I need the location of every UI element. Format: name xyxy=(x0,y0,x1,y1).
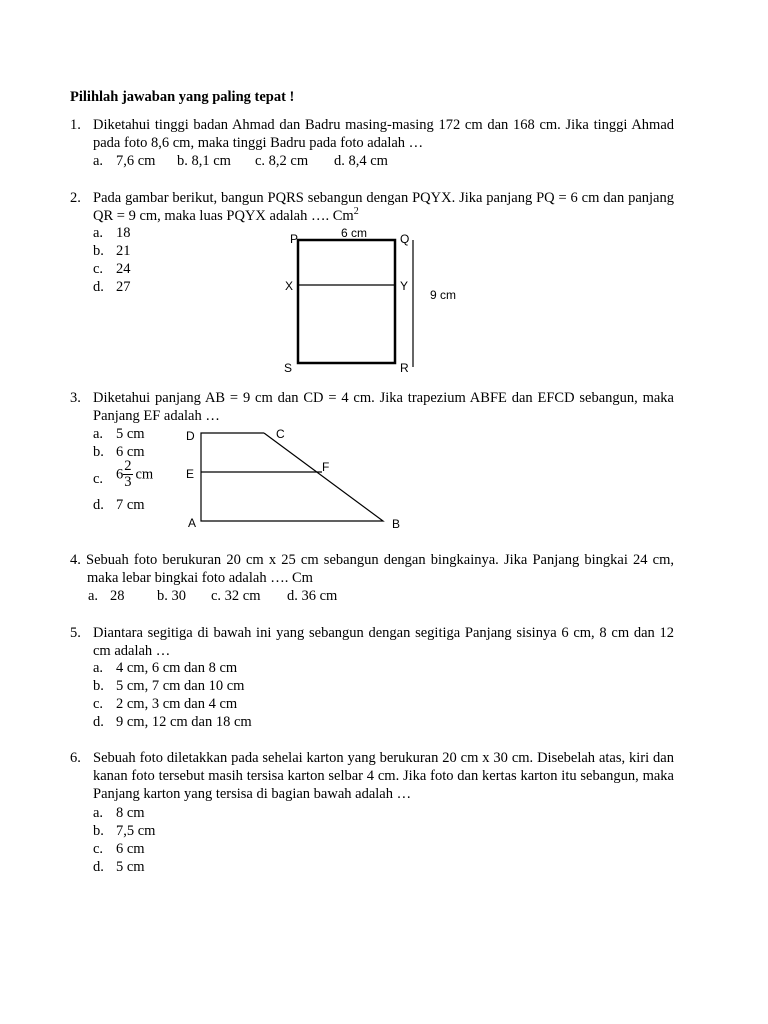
label-6cm: 6 cm xyxy=(341,226,368,240)
question-text-body: Sebuah foto berukuran 20 cm x 25 cm sebangun dengan bingkainya. Jika Panjang bingkai 24 cm, maka lebar bingkai foto adalah …. Cm xyxy=(86,552,674,586)
option-b: b. 8,1 cm xyxy=(177,153,231,169)
question-text: Diantara segitiga di bawah ini yang sebangun dengan segitiga Panjang sisinya 6 cm, 8 cm dan 12 cm adalah … xyxy=(93,625,674,659)
question-text xyxy=(70,551,674,587)
option-b: b. 30 xyxy=(157,588,186,604)
question-number: 4. xyxy=(70,552,81,568)
label-a: A xyxy=(188,516,197,530)
option-a-letter: a. xyxy=(93,805,104,821)
option-d-letter: d. xyxy=(93,714,104,730)
option-c-text: 24 xyxy=(116,261,131,277)
label-9cm: 9 cm xyxy=(430,288,457,302)
option-a-letter: a. xyxy=(93,153,104,169)
option-a-text: 7,6 cm xyxy=(116,153,156,169)
question-text: Diketahui panjang AB = 9 cm dan CD = 4 cm. Jika trapezium ABFE dan EFCD sebangun, maka Panjang EF adalah … xyxy=(93,390,674,424)
question-number: 1. xyxy=(70,117,81,133)
label-d: D xyxy=(186,429,195,443)
superscript: 2 xyxy=(353,206,359,218)
option-b-text: 5 cm, 7 cm dan 10 cm xyxy=(116,678,245,694)
option-d-text: 5 cm xyxy=(116,859,145,875)
option-d-text: 7 cm xyxy=(116,497,145,513)
label-e: E xyxy=(186,467,195,481)
fraction-unit: cm xyxy=(135,466,154,483)
option-c-letter: c. xyxy=(93,841,104,857)
trapezium-abcd xyxy=(201,433,383,521)
option-b-text: 21 xyxy=(116,243,131,259)
question-number: 2. xyxy=(70,190,81,206)
option-d: d. 8,4 cm xyxy=(334,153,388,169)
question-text: Sebuah foto diletakkan pada sehelai karton yang berukuran 20 cm x 30 cm. Disebelah atas, kiri dan kanan foto tersebut masih tersisa karton selbar 4 cm. Jika foto dan kertas karton itu sebangun, maka Panjang karton yang tersisa di bagian bawah adalah … xyxy=(93,750,674,802)
option-c: c. 8,2 cm xyxy=(255,153,309,169)
option-b-text: 7,5 cm xyxy=(116,823,156,839)
option-c-text: 6 cm xyxy=(116,841,145,857)
option-b-text: 6 cm xyxy=(116,444,145,460)
option-c-text: 2 cm, 3 cm dan 4 cm xyxy=(116,696,238,712)
option-d: d. 36 cm xyxy=(287,588,338,604)
rectangle-pqrs xyxy=(298,240,395,363)
label-f: F xyxy=(322,460,330,474)
option-b-letter: b. xyxy=(93,678,104,694)
option-d-letter: d. xyxy=(93,279,104,295)
label-y: Y xyxy=(400,279,409,293)
instruction-title: Pilihlah jawaban yang paling tepat ! xyxy=(70,89,295,105)
question-text: Diketahui tinggi badan Ahmad dan Badru masing-masing 172 cm dan 168 cm. Jika tinggi Ahmad pada foto 8,6 cm, maka tinggi Badru pada foto adalah … xyxy=(93,117,674,151)
fraction-whole: 6 xyxy=(116,466,124,483)
option-a-text: 28 xyxy=(110,588,125,604)
option-c: c. 32 cm xyxy=(211,588,261,604)
option-a-text: 5 cm xyxy=(116,426,145,442)
question-number: 5. xyxy=(70,625,81,641)
question-text-body: Pada gambar berikut, bangun PQRS sebangun dengan PQYX. Jika panjang PQ = 6 cm dan panjang QR = 9 cm, maka luas PQYX adalah …. Cm xyxy=(93,190,674,224)
option-a-text: 4 cm, 6 cm dan 8 cm xyxy=(116,660,238,676)
option-c-letter: c. xyxy=(93,696,104,712)
question-number: 6. xyxy=(70,750,81,766)
fraction-denominator: 3 xyxy=(124,474,132,490)
fraction-numerator: 2 xyxy=(124,458,132,474)
label-p: P xyxy=(290,232,299,246)
option-b-letter: b. xyxy=(93,243,104,259)
option-a-letter: a. xyxy=(93,225,104,241)
option-a-text: 18 xyxy=(116,225,131,241)
option-c-mixed-fraction xyxy=(116,459,153,490)
label-b: B xyxy=(392,517,401,531)
option-b-letter: b. xyxy=(93,823,104,839)
label-x: X xyxy=(285,279,294,293)
option-c-letter: c. xyxy=(93,471,104,487)
option-c-letter: c. xyxy=(93,261,104,277)
label-r: R xyxy=(400,361,409,375)
option-d-letter: d. xyxy=(93,859,104,875)
label-q: Q xyxy=(400,232,410,246)
option-a-letter: a. xyxy=(93,660,104,676)
label-c: C xyxy=(276,427,285,441)
option-d-text: 27 xyxy=(116,279,131,295)
option-b-letter: b. xyxy=(93,444,104,460)
option-a-letter: a. xyxy=(88,588,99,604)
option-a-text: 8 cm xyxy=(116,805,145,821)
label-s: S xyxy=(284,361,293,375)
question-text xyxy=(93,189,674,225)
question-number: 3. xyxy=(70,390,81,406)
option-d-letter: d. xyxy=(93,497,104,513)
fraction xyxy=(123,459,132,490)
option-a-letter: a. xyxy=(93,426,104,442)
option-d-text: 9 cm, 12 cm dan 18 cm xyxy=(116,714,252,730)
